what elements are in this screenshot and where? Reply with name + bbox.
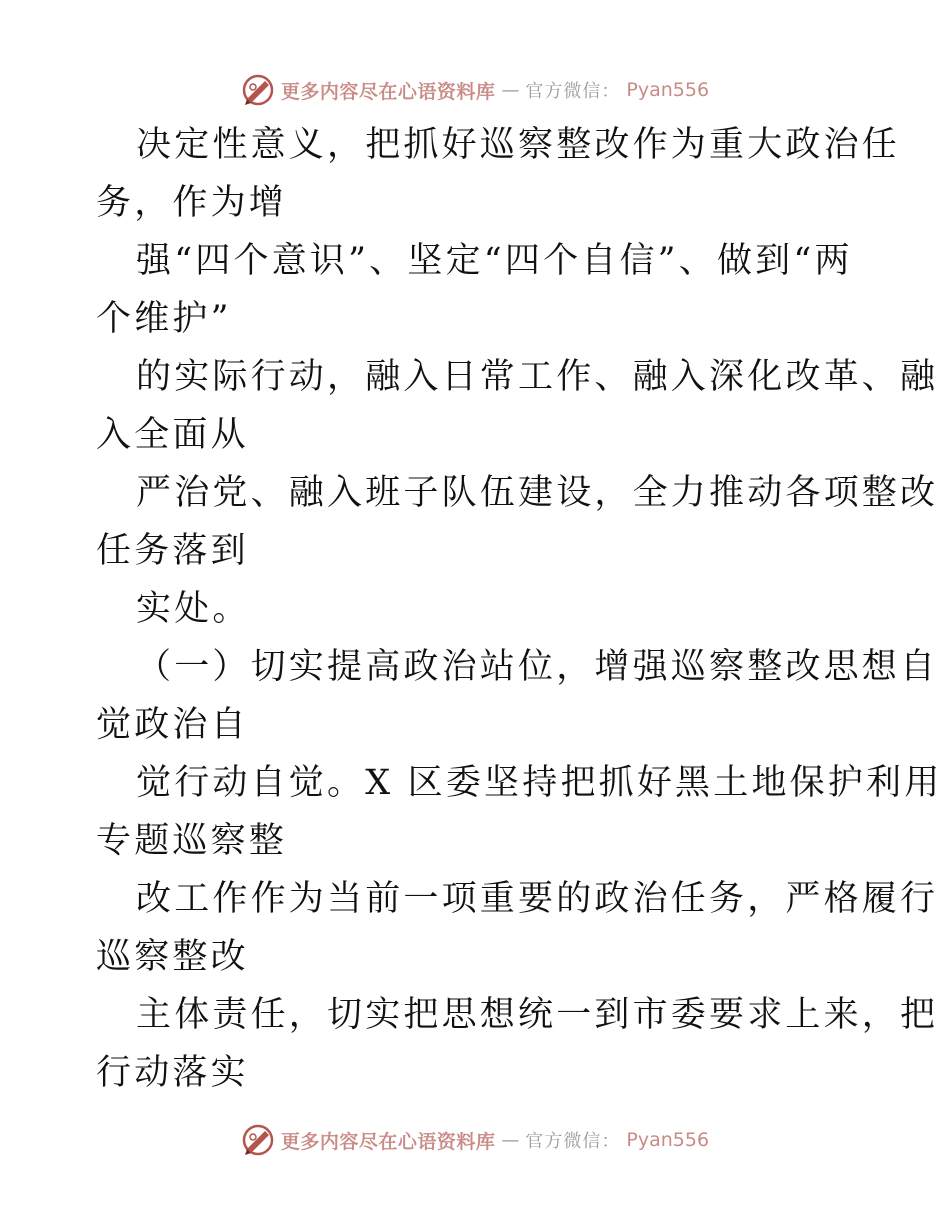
text-line: 巡察整改 [96, 937, 249, 977]
text-line: 专题巡察整 [96, 821, 288, 861]
watermark-dash: — [501, 79, 520, 101]
watermark-sub: 官方微信： [525, 81, 621, 102]
text-line: 主体责任，切实把思想统一到市委要求上来，把 [136, 995, 939, 1035]
text-line: 务，作为增 [96, 183, 288, 223]
header-watermark [0, 72, 950, 108]
document-body [96, 116, 943, 1102]
watermark-id: Pyan556 [626, 1129, 710, 1151]
text-line: 入全面从 [96, 415, 249, 455]
text-line: 个维护” [96, 299, 232, 339]
text-line: 严治党、融入班子队伍建设，全力推动各项整改 [136, 473, 939, 513]
watermark-sub: 官方微信： [525, 1131, 621, 1152]
text-line: 觉行动自觉。X 区委坚持把抓好黑土地保护利用 [136, 763, 943, 803]
text-line: （一）切实提高政治站位，增强巡察整改思想自 [136, 647, 939, 687]
watermark-id: Pyan556 [626, 79, 710, 101]
text-line: 觉政治自 [96, 705, 249, 745]
watermark-text: 更多内容尽在心语资料库 [280, 80, 496, 103]
text-line: 的实际行动，融入日常工作、融入深化改革、融 [136, 357, 939, 397]
footer-watermark [0, 1122, 950, 1158]
watermark-dash: — [501, 1129, 520, 1151]
text-line: 实处。 [136, 589, 251, 629]
watermark-text: 更多内容尽在心语资料库 [280, 1130, 496, 1153]
pen-logo-icon [241, 73, 275, 107]
text-line: 改工作作为当前一项重要的政治任务，严格履行 [136, 879, 939, 919]
text-line: 强“四个意识”、坚定“四个自信”、做到“两 [136, 241, 853, 281]
text-line: 行动落实 [96, 1053, 249, 1093]
text-line: 任务落到 [96, 531, 249, 571]
pen-logo-icon [241, 1123, 275, 1157]
text-line: 决定性意义，把抓好巡察整改作为重大政治任 [136, 125, 901, 165]
